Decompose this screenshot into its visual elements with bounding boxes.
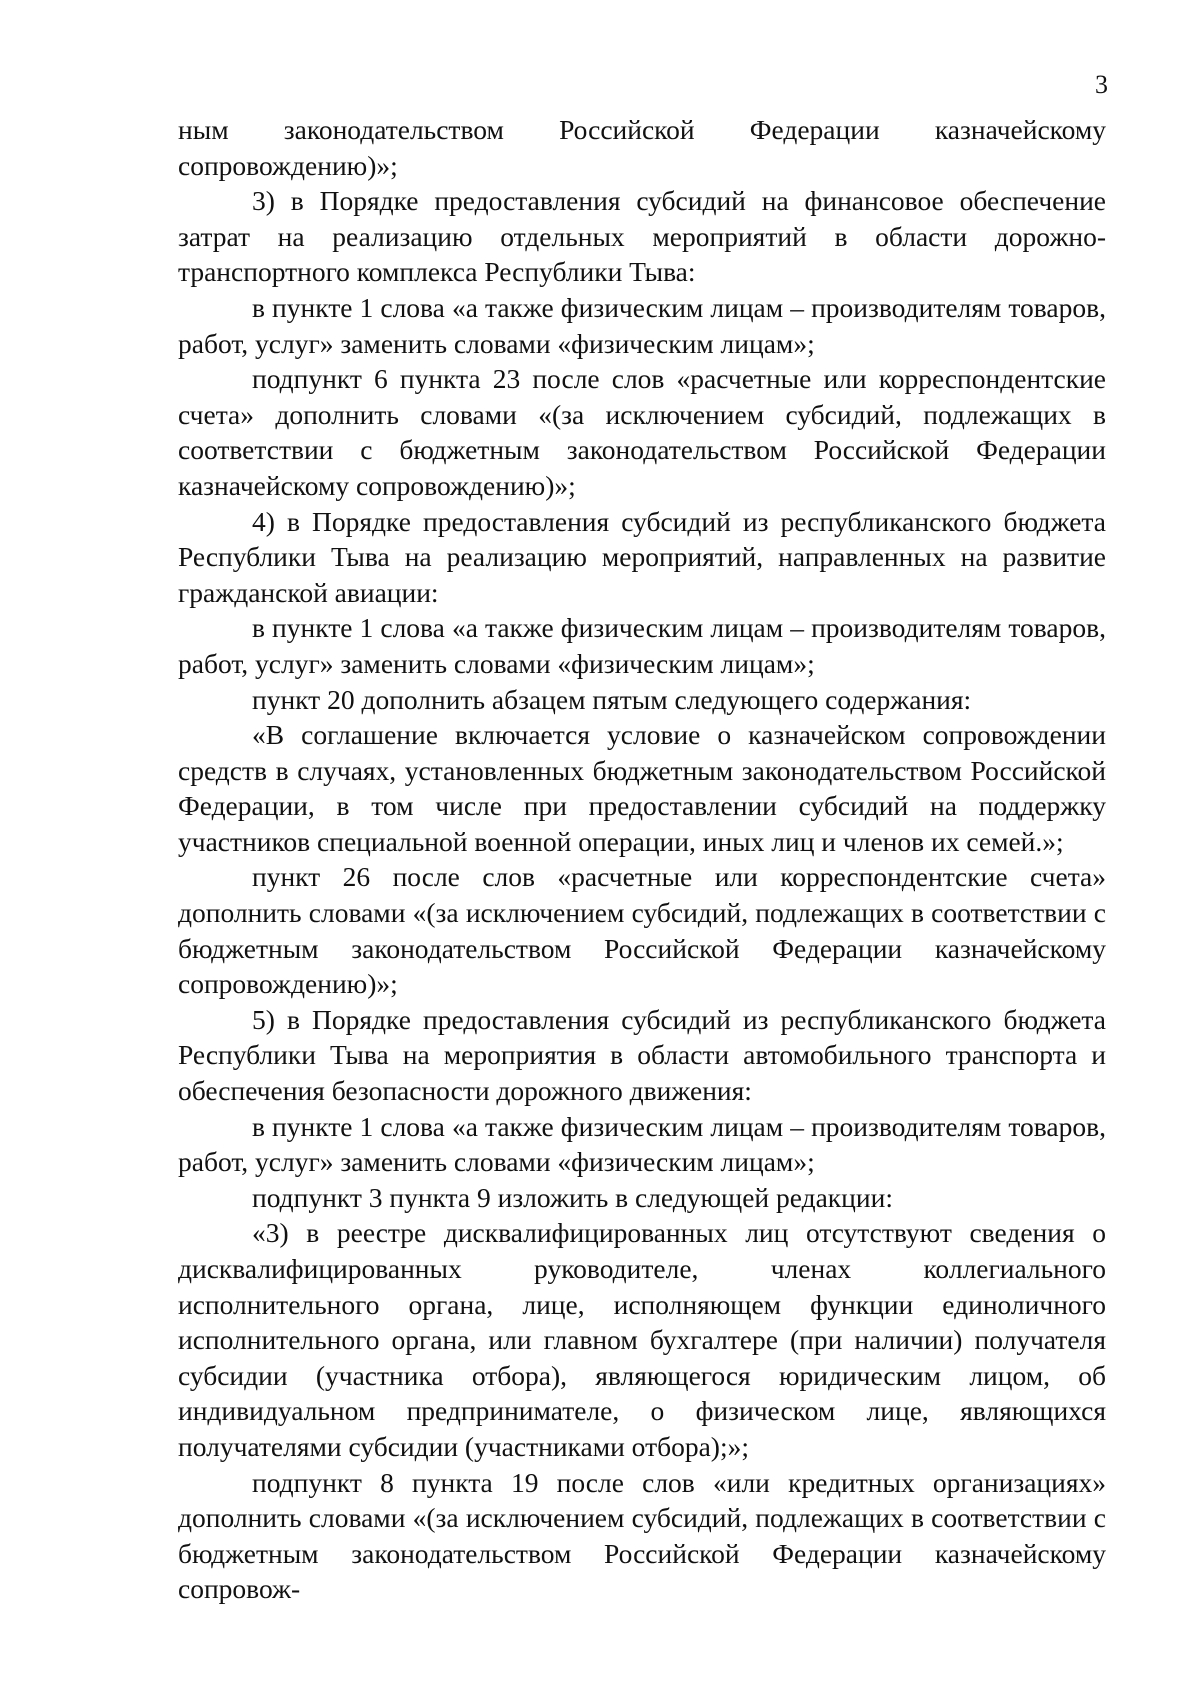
paragraph-subitem: подпункт 3 пункта 9 изложить в следующей редакции: (252, 1181, 893, 1213)
paragraph-quote: «В соглашение включается условие о казначейском сопровождении средств в случаях, установленных бюджетным законодательством Российской Федерации, в том числе при предоставлении субсидий на поддержку участников специальной военной операции, иных лиц и членов их семей.»; (178, 719, 1106, 857)
paragraph-subitem: пункт 26 после слов «расчетные или корреспондентские счета» дополнить словами «(за исключением субсидий, подлежащих в соответствии с бюджетным законодательством Российской Федерации казначейскому сопровождению)»; (178, 861, 1106, 1000)
paragraph-subitem: подпункт 6 пункта 23 после слов «расчетные или корреспондентские счета» дополнить словами «(за исключением субсидий, подлежащих в соответствии с бюджетным законодательством Российской Федерации казначейскому сопровождению)»; (178, 363, 1106, 501)
paragraph-subitem: в пункте 1 слова «а также физическим лицам – производителям товаров, работ, услуг» заменить словами «физическим лицам»; (178, 1110, 1106, 1178)
paragraph-quote: «3) в реестре дисквалифицированных лиц отсутствуют сведения о дисквалифицированных руководителе, членах коллегиального исполнительного органа, лице, исполняющем функции единоличного исполнительного органа, или главном бухгалтере (при наличии) получателя субсидии (участника отбора), являющегося юридическим лицом, об индивидуальном предпринимателе, о физическом лице, являющихся получателями субсидии (участниками отбора);»; (178, 1217, 1106, 1462)
paragraph-subitem: в пункте 1 слова «а также физическим лицам – производителям товаров, работ, услуг» заменить словами «физическим лицам»; (178, 291, 1106, 359)
paragraph-subitem: подпункт 8 пункта 19 после слов «или кредитных организациях» дополнить словами «(за исключением субсидий, подлежащих в соответствии с бюджетным законодательством Российской Федерации казначейскому сопровож- (178, 1466, 1106, 1605)
paragraph-continuation: ным законодательством Российской Федерации казначейскому сопровождению)»; (178, 114, 1106, 181)
paragraph-subitem: пункт 20 дополнить абзацем пятым следующего содержания: (252, 683, 972, 715)
page-number: 3 (1095, 70, 1108, 99)
document-body (178, 112, 1106, 1607)
paragraph-item-4: 4) в Порядке предоставления субсидий из республиканского бюджета Республики Тыва на реализацию мероприятий, направленных на развитие гражданской авиации: (178, 505, 1106, 608)
paragraph-item-3: 3) в Порядке предоставления субсидий на финансовое обеспечение затрат на реализацию отдельных мероприятий в области дорожно-транспортного комплекса Республики Тыва: (178, 185, 1106, 288)
paragraph-item-5: 5) в Порядке предоставления субсидий из республиканского бюджета Республики Тыва на мероприятия в области автомобильного транспорта и обеспечения безопасности дорожного движения: (178, 1003, 1106, 1107)
paragraph-subitem: в пункте 1 слова «а также физическим лицам – производителям товаров, работ, услуг» заменить словами «физическим лицам»; (178, 612, 1106, 679)
